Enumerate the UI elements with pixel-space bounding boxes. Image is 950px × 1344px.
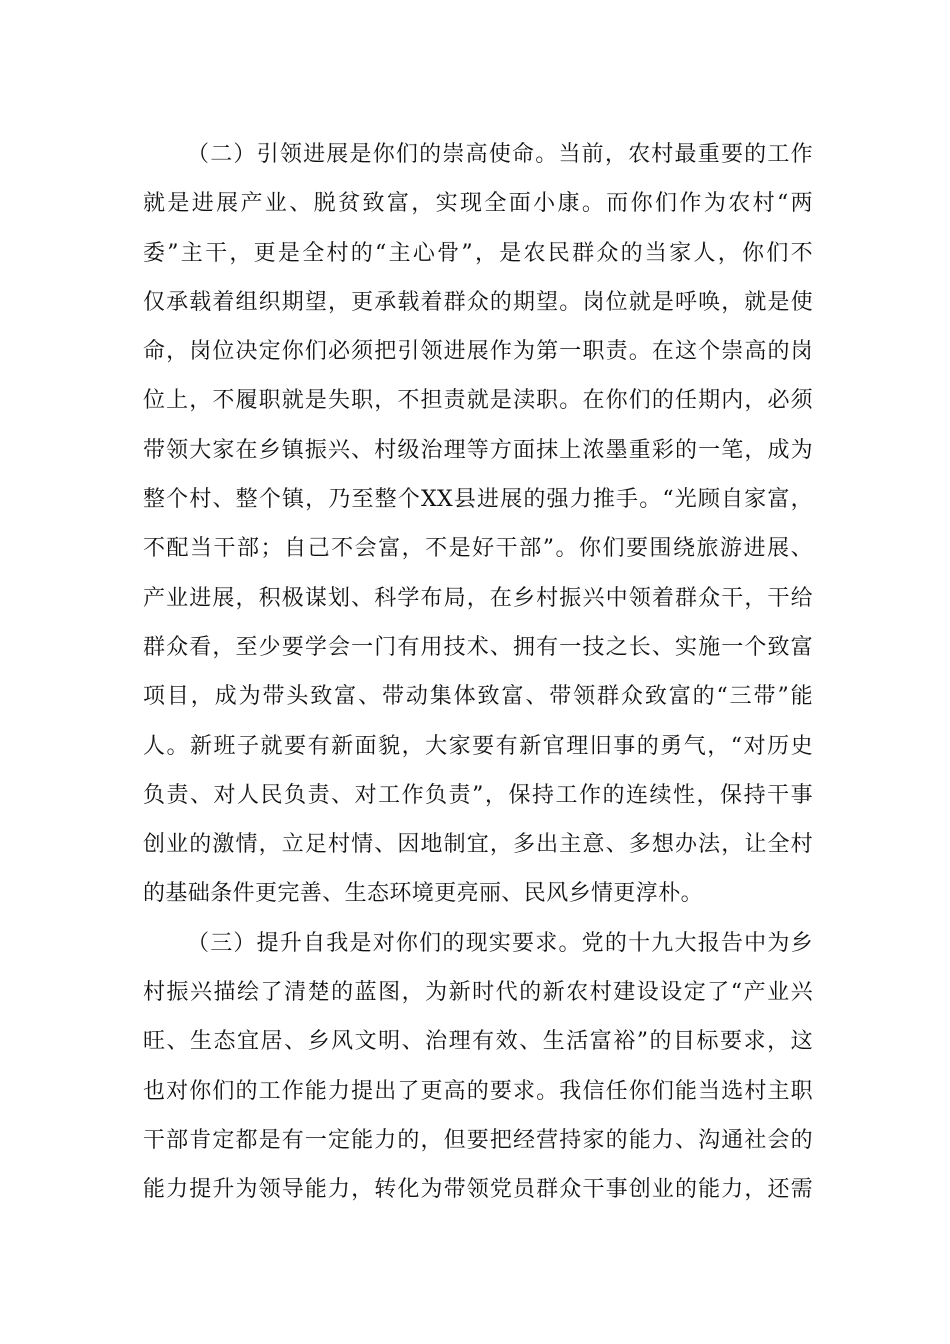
- paragraph-2-line-4: 也对你们的工作能力提出了更高的要求。我信任你们能当选村主职: [143, 1078, 813, 1104]
- body-text: [143, 130, 813, 1215]
- paragraph-1-line-15: 创业的激情，立足村情、因地制宜，多出主意、多想办法，让全村: [143, 832, 813, 858]
- paragraph-1-line-16: 的基础条件更完善、生态环境更亮丽、民风乡情更淳朴。: [143, 881, 704, 907]
- paragraph-1-line-1: （二）引领进展是你们的崇高使命。当前，农村最重要的工作: [187, 142, 813, 167]
- paragraph-1-line-3: 委”主干，更是全村的“主心骨”，是农民群众的当家人，你们不: [143, 240, 813, 266]
- paragraph-1-line-8: 整个村、整个镇，乃至整个XX县进展的强力推手。“光顾自家富，: [143, 487, 813, 513]
- paragraph-1-line-4: 仅承载着组织期望，更承载着群众的期望。岗位就是呼唤，就是使: [143, 289, 813, 315]
- paragraph-2-line-3: 旺、生态宜居、乡风文明、治理有效、生活富裕”的目标要求，这: [143, 1029, 813, 1055]
- paragraph-1-line-7: 带领大家在乡镇振兴、村级治理等方面抹上浓墨重彩的一笔，成为: [143, 437, 813, 463]
- paragraph-1-line-10: 产业进展，积极谋划、科学布局，在乡村振兴中领着群众干，干给: [143, 585, 813, 611]
- paragraph-1-line-5: 命，岗位决定你们必须把引领进展作为第一职责。在这个崇高的岗: [143, 339, 813, 365]
- paragraph-2-line-1: （三）提升自我是对你们的现实要求。党的十九大报告中为乡: [187, 930, 813, 956]
- paragraph-1-line-13: 人。新班子就要有新面貌，大家要有新官理旧事的勇气，“对历史: [143, 733, 813, 759]
- paragraph-1-line-14: 负责、对人民负责、对工作负责”，保持工作的连续性，保持干事: [143, 782, 813, 808]
- paragraph-2-line-5: 干部肯定都是有一定能力的，但要把经营持家的能力、沟通社会的: [143, 1127, 813, 1153]
- paragraph-1-line-2: 就是进展产业、脱贫致富，实现全面小康。而你们作为农村“两: [143, 191, 813, 217]
- paragraph-2-line-2: 村振兴描绘了清楚的蓝图，为新时代的新农村建设设定了“产业兴: [143, 980, 813, 1006]
- paragraph-2-line-6: 能力提升为领导能力，转化为带领党员群众干事创业的能力，还需: [143, 1177, 813, 1203]
- paragraph-1-line-6: 位上，不履职就是失职，不担责就是渎职。在你们的任期内，必须: [143, 388, 813, 414]
- paragraph-1-line-12: 项目，成为带头致富、带动集体致富、带领群众致富的“三带”能: [143, 684, 813, 710]
- paragraph-1-line-11: 群众看，至少要学会一门有用技术、拥有一技之长、实施一个致富: [143, 634, 813, 660]
- paragraph-1-line-9: 不配当干部；自己不会富，不是好干部”。你们要围绕旅游进展、: [143, 536, 813, 562]
